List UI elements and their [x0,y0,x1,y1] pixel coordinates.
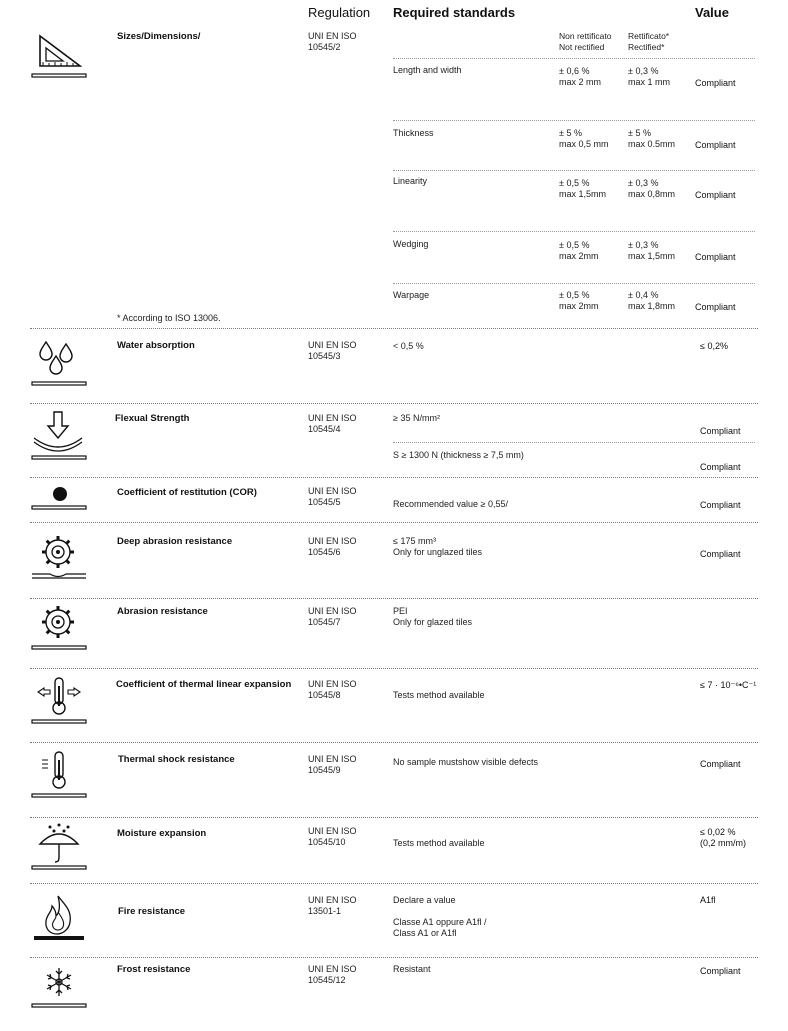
thermal-lin-title: Coefficient of thermal linear expansion [116,679,292,690]
thermal-lin-regulation: UNI EN ISO 10545/8 [308,679,357,700]
thermometer-expansion-icon [30,674,90,730]
sizes-sub-non-rect: ± 0,5 % max 2mm [559,290,599,311]
moisture-standard: Tests method available [393,838,485,848]
frost-value: Compliant [700,966,741,976]
frost-title: Frost resistance [117,964,191,975]
sizes-sub-label: Length and width [393,65,462,75]
sizes-title: Sizes/Dimensions/ [117,31,201,42]
flexural-value-2: Compliant [700,462,741,472]
sizes-sub-value: Compliant [695,302,736,312]
sizes-note: * According to ISO 13006. [117,313,221,323]
sizes-col-non-rectified: Non rettificato Not rectified [559,31,612,52]
sizes-sub-value: Compliant [695,252,736,262]
gear-icon [30,600,90,656]
set-square-icon [30,28,90,84]
thermometer-icon [30,748,90,804]
sizes-sub-label: Warpage [393,290,430,300]
thermal-shock-value: Compliant [700,759,741,769]
sizes-col-rectified: Rettificato* Rectified* [628,31,670,52]
fire-title: Fire resistance [118,906,186,917]
gear-abrasion-icon [30,530,90,586]
cor-standard: Recommended value ≥ 0,55/ [393,499,509,509]
moisture-regulation: UNI EN ISO 10545/10 [308,826,357,847]
abrasion-title: Abrasion resistance [117,606,208,617]
flexural-title: Flexual Strength [115,413,190,424]
sizes-sub-label: Wedging [393,239,429,249]
sizes-sub-value: Compliant [695,190,736,200]
abrasion-standard: PEI Only for glazed tiles [393,606,473,627]
sizes-sub-label: Linearity [393,176,428,186]
water-drops-icon [30,338,90,394]
flexural-value-1: Compliant [700,426,741,436]
sizes-sub-rect: ± 0,3 % max 1,5mm [628,240,676,261]
header-value: Value [695,5,729,20]
water-title: Water absorption [117,340,195,351]
sizes-sub-value: Compliant [695,140,736,150]
flame-icon [30,892,90,948]
deep-title: Deep abrasion resistance [117,536,233,547]
moisture-value: ≤ 0,02 % (0,2 mm/m) [700,827,746,848]
sizes-regulation: UNI EN ISO 10545/2 [308,31,357,52]
thermal-shock-standard: No sample mustshow visible defects [393,757,539,767]
header-required-standards: Required standards [393,5,516,20]
umbrella-rain-icon [30,822,90,878]
water-standard: < 0,5 % [393,341,424,351]
thermal-lin-standard: Tests method available [393,690,485,700]
sizes-sub-rect: ± 0,3 % max 1 mm [628,66,671,87]
flexural-regulation: UNI EN ISO 10545/4 [308,413,357,434]
sizes-sub-rect: ± 5 % max 0.5mm [628,128,676,149]
thermal-shock-title: Thermal shock resistance [118,754,235,765]
moisture-title: Moisture expansion [117,828,207,839]
thermal-shock-regulation: UNI EN ISO 10545/9 [308,754,357,775]
flexural-arrow-icon [30,410,90,466]
sizes-sub-rect: ± 0,4 % max 1,8mm [628,290,676,311]
abrasion-regulation: UNI EN ISO 10545/7 [308,606,357,627]
fire-value: A1fl [700,895,716,905]
fire-standard-2: Classe A1 oppure A1fl / Class A1 or A1fl [393,917,487,938]
deep-standard: ≤ 175 mm³ Only for unglazed tiles [393,536,483,557]
snowflake-icon [30,962,90,1018]
deep-value: Compliant [700,549,741,559]
flexural-standard-2: S ≥ 1300 N (thickness ≥ 7,5 mm) [393,450,524,460]
sizes-sub-value: Compliant [695,78,736,88]
cor-regulation: UNI EN ISO 10545/5 [308,486,357,507]
cor-title: Coefficient of restitution (COR) [117,487,257,498]
sizes-sub-non-rect: ± 0,5 % max 1,5mm [559,178,607,199]
sizes-sub-non-rect: ± 5 % max 0,5 mm [559,128,609,149]
sizes-sub-rect: ± 0,3 % max 0,8mm [628,178,676,199]
fire-regulation: UNI EN ISO 13501-1 [308,895,357,916]
sizes-sub-non-rect: ± 0,6 % max 2 mm [559,66,602,87]
thermal-lin-value: ≤ 7 · 10⁻⁶•C⁻¹ [700,680,757,690]
header-regulation: Regulation [308,5,371,20]
cor-value: Compliant [700,500,741,510]
frost-regulation: UNI EN ISO 10545/12 [308,964,357,985]
water-regulation: UNI EN ISO 10545/3 [308,340,357,361]
frost-standard: Resistant [393,964,431,974]
deep-regulation: UNI EN ISO 10545/6 [308,536,357,557]
flexural-standard-1: ≥ 35 N/mm² [393,413,440,423]
water-value: ≤ 0,2% [700,341,728,351]
sizes-sub-non-rect: ± 0,5 % max 2mm [559,240,599,261]
fire-standard-1: Declare a value [393,895,456,905]
sizes-sub-label: Thickness [393,128,434,138]
